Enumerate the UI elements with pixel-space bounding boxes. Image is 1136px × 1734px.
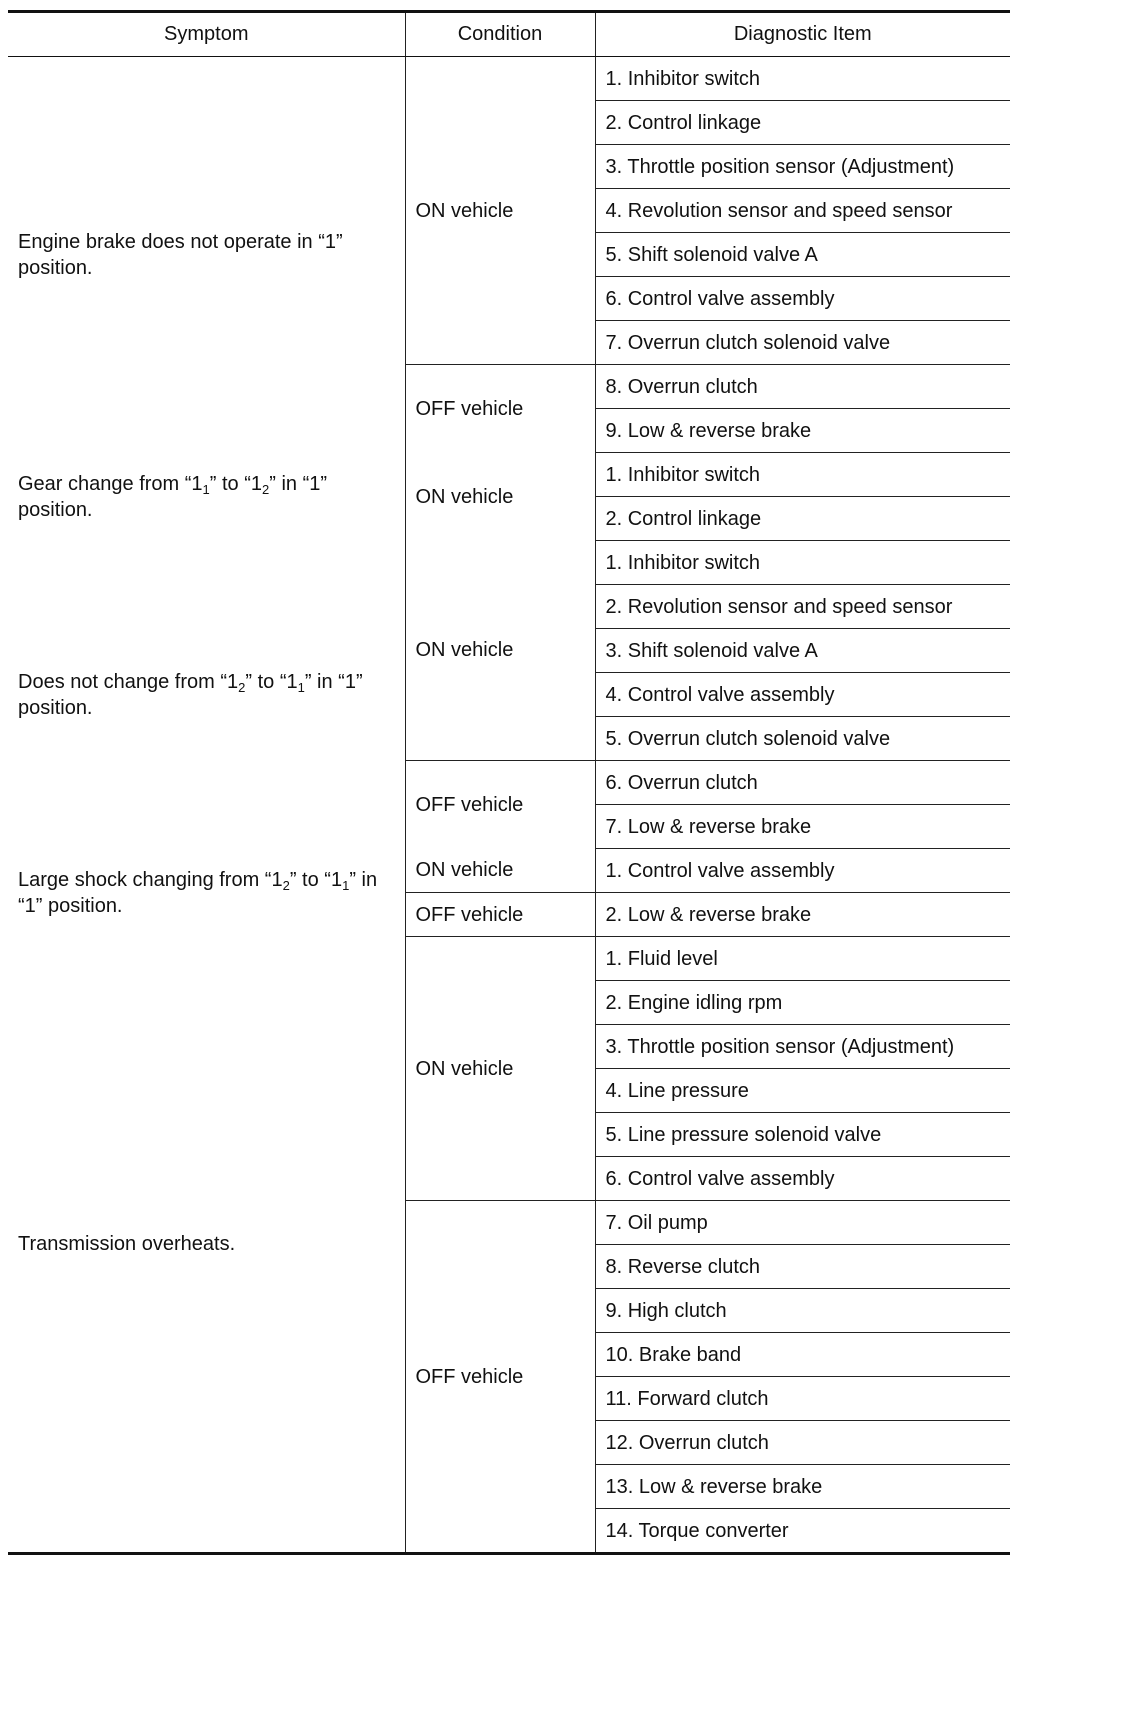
condition-cell: OFF vehicle	[405, 1201, 595, 1554]
condition-cell: ON vehicle	[405, 57, 595, 365]
diagnostic-item-cell: 7. Low & reverse brake	[595, 805, 1010, 849]
diagnostic-item-cell: 1. Inhibitor switch	[595, 57, 1010, 101]
condition-cell: ON vehicle	[405, 453, 595, 541]
diagnostic-item-cell: 13. Low & reverse brake	[595, 1465, 1010, 1509]
diagnostic-table-page	[8, 10, 1010, 1555]
diagnostic-item-cell: 1. Control valve assembly	[595, 849, 1010, 893]
diagnostic-item-cell: 1. Fluid level	[595, 937, 1010, 981]
condition-cell: ON vehicle	[405, 937, 595, 1201]
diagnostic-item-cell: 1. Inhibitor switch	[595, 453, 1010, 497]
header-row	[8, 12, 1010, 57]
header-diagnostic-item: Diagnostic Item	[595, 12, 1010, 57]
symptom-text: ” to “1	[289, 868, 343, 891]
table-body	[8, 57, 1010, 1554]
symptom-cell	[8, 849, 405, 937]
table-row	[8, 541, 1010, 585]
diagnostic-item-cell: 8. Reverse clutch	[595, 1245, 1010, 1289]
symptom-subscript: 1	[202, 481, 210, 497]
diagnostic-item-cell: 9. High clutch	[595, 1289, 1010, 1333]
diagnostic-item-cell: 5. Shift solenoid valve A	[595, 233, 1010, 277]
symptom-subscript: 1	[342, 877, 350, 893]
table-row	[8, 57, 1010, 101]
condition-cell: OFF vehicle	[405, 761, 595, 849]
table-row	[8, 849, 1010, 893]
symptom-text: ” in “1” position.	[18, 670, 363, 719]
diagnostic-table	[8, 10, 1010, 1555]
diagnostic-item-cell: 12. Overrun clutch	[595, 1421, 1010, 1465]
symptom-subscript: 1	[297, 679, 305, 695]
diagnostic-item-cell: 2. Revolution sensor and speed sensor	[595, 585, 1010, 629]
symptom-text: ” in “1” position.	[18, 472, 328, 521]
diagnostic-item-cell: 10. Brake band	[595, 1333, 1010, 1377]
diagnostic-item-cell: 3. Shift solenoid valve A	[595, 629, 1010, 673]
condition-cell: ON vehicle	[405, 541, 595, 761]
symptom-cell: Engine brake does not operate in “1” position.	[18, 230, 343, 279]
diagnostic-item-cell: 3. Throttle position sensor (Adjustment)	[595, 1025, 1010, 1069]
header-condition: Condition	[405, 12, 595, 57]
diagnostic-item-cell: 14. Torque converter	[595, 1509, 1010, 1554]
diagnostic-item-cell: 9. Low & reverse brake	[595, 409, 1010, 453]
diagnostic-item-cell: 4. Control valve assembly	[595, 673, 1010, 717]
diagnostic-item-cell: 4. Line pressure	[595, 1069, 1010, 1113]
diagnostic-item-cell: 8. Overrun clutch	[595, 365, 1010, 409]
diagnostic-item-cell: 2. Low & reverse brake	[595, 893, 1010, 937]
diagnostic-item-cell: 6. Overrun clutch	[595, 761, 1010, 805]
symptom-cell: Transmission overheats.	[18, 1233, 236, 1256]
symptom-text: Gear change from “1	[18, 472, 203, 495]
header-symptom: Symptom	[8, 12, 405, 57]
symptom-text: Large shock changing from “1	[18, 868, 283, 891]
diagnostic-item-cell: 2. Engine idling rpm	[595, 981, 1010, 1025]
condition-cell: OFF vehicle	[405, 893, 595, 937]
symptom-cell	[8, 453, 405, 541]
symptom-text: ” to “1	[209, 472, 263, 495]
symptom-text: ” to “1	[245, 670, 298, 693]
symptom-subscript: 2	[282, 877, 290, 893]
diagnostic-item-cell: 6. Control valve assembly	[595, 1157, 1010, 1201]
condition-cell: OFF vehicle	[405, 365, 595, 453]
table-row	[8, 453, 1010, 497]
symptom-cell	[8, 541, 405, 849]
diagnostic-item-cell: 6. Control valve assembly	[595, 277, 1010, 321]
diagnostic-item-cell: 4. Revolution sensor and speed sensor	[595, 189, 1010, 233]
symptom-text: ” in “1” position.	[18, 868, 378, 917]
condition-cell: ON vehicle	[405, 849, 595, 893]
symptom-subscript: 2	[262, 481, 270, 497]
diagnostic-item-cell: 2. Control linkage	[595, 101, 1010, 145]
diagnostic-item-cell: 5. Line pressure solenoid valve	[595, 1113, 1010, 1157]
diagnostic-item-cell: 5. Overrun clutch solenoid valve	[595, 717, 1010, 761]
symptom-subscript: 2	[238, 679, 246, 695]
table-row	[8, 937, 1010, 981]
diagnostic-item-cell: 7. Oil pump	[595, 1201, 1010, 1245]
diagnostic-item-cell: 3. Throttle position sensor (Adjustment)	[595, 145, 1010, 189]
diagnostic-item-cell: 7. Overrun clutch solenoid valve	[595, 321, 1010, 365]
diagnostic-item-cell: 11. Forward clutch	[595, 1377, 1010, 1421]
diagnostic-item-cell: 1. Inhibitor switch	[595, 541, 1010, 585]
diagnostic-item-cell: 2. Control linkage	[595, 497, 1010, 541]
symptom-text: Does not change from “1	[18, 670, 239, 693]
